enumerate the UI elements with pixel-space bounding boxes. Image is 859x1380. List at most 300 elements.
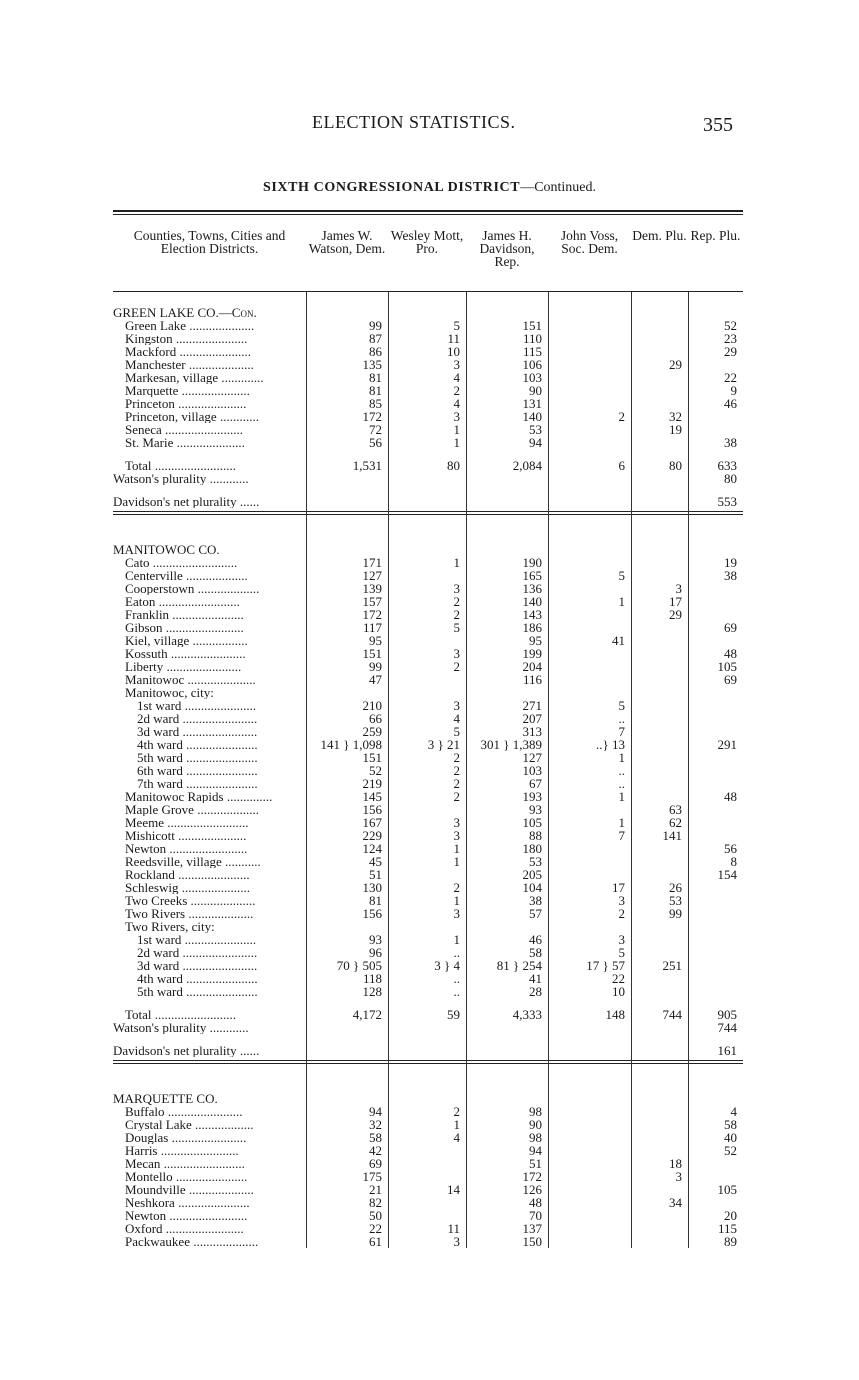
rep-plu-cell: 89	[724, 1235, 737, 1248]
davidson-cell: 207	[522, 712, 542, 725]
davidson-cell: 150	[522, 1235, 542, 1248]
place-cell: Cooperstown ...................	[125, 582, 260, 595]
voss-cell	[548, 647, 631, 660]
voss-cell	[548, 1144, 631, 1157]
place-cell: 5th ward ......................	[137, 751, 258, 764]
voss-cell: 5	[618, 946, 625, 959]
dem-plu-cell: 3	[675, 582, 682, 595]
mott-cell: 2	[453, 881, 460, 894]
voss-cell	[548, 345, 631, 358]
watson-cell: 151	[362, 647, 382, 660]
watson-cell: 93	[369, 933, 382, 946]
voss-cell: 1	[618, 751, 625, 764]
mott-cell: ..	[453, 946, 460, 959]
mott-cell: 11	[447, 1222, 460, 1235]
place-cell: 2d ward .......................	[137, 946, 258, 959]
rep-plu-cell	[688, 985, 743, 998]
table-row	[113, 608, 743, 621]
davidson-cell: 126	[522, 1183, 542, 1196]
rep-plu-cell: 22	[724, 371, 737, 384]
dem-plu-cell	[631, 1044, 688, 1057]
header-county: Counties, Towns, Cities and Election Districts.	[133, 228, 286, 256]
watson-cell: 42	[369, 1144, 382, 1157]
mott-cell: 1	[453, 1118, 460, 1131]
dem-plu-cell	[631, 686, 688, 699]
watson-cell: 172	[362, 608, 382, 621]
table-row	[113, 673, 743, 686]
mott-cell: 3	[453, 582, 460, 595]
rep-plu-cell	[688, 920, 743, 933]
total-row	[113, 1021, 743, 1034]
election-table	[113, 210, 743, 1248]
mott-cell: 5	[453, 621, 460, 634]
place-cell: Marquette .....................	[125, 384, 250, 397]
rep-plu-cell: 744	[717, 1021, 737, 1034]
mott-cell	[388, 920, 466, 933]
voss-cell: 2	[618, 907, 625, 920]
voss-cell	[548, 686, 631, 699]
watson-cell: 172	[362, 410, 382, 423]
rep-plu-cell	[688, 1157, 743, 1170]
davidson-cell: 140	[522, 595, 542, 608]
table-row	[113, 582, 743, 595]
watson-cell: 145	[362, 790, 382, 803]
running-title: ELECTION STATISTICS.	[312, 112, 516, 132]
place-cell: Eaton .........................	[125, 595, 240, 608]
davidson-cell: 38	[529, 894, 542, 907]
voss-cell	[548, 319, 631, 332]
watson-cell: 52	[369, 764, 382, 777]
davidson-cell: 95	[529, 634, 542, 647]
table-row	[113, 1196, 743, 1209]
watson-cell: 219	[362, 777, 382, 790]
rep-plu-cell	[688, 829, 743, 842]
watson-cell: 51	[369, 868, 382, 881]
dem-plu-cell	[631, 946, 688, 959]
header-dem-plu: Dem. Plu.	[632, 228, 687, 243]
watson-cell: 87	[369, 332, 382, 345]
davidson-cell: 98	[529, 1131, 542, 1144]
header-mott: Wesley Mott, Pro.	[390, 228, 464, 256]
voss-cell	[548, 423, 631, 436]
mott-cell: 5	[453, 319, 460, 332]
section-rule	[113, 511, 743, 515]
watson-cell: 56	[369, 436, 382, 449]
place-cell: 7th ward ......................	[137, 777, 258, 790]
davidson-cell: 46	[529, 933, 542, 946]
mott-cell: 1	[453, 556, 460, 569]
place-cell: Manitowoc .....................	[125, 673, 256, 686]
voss-cell	[548, 855, 631, 868]
place-cell: Buffalo .......................	[125, 1105, 243, 1118]
voss-cell: 17	[612, 881, 625, 894]
watson-cell: 21	[369, 1183, 382, 1196]
rep-plu-cell	[688, 595, 743, 608]
dem-plu-cell: 17	[669, 595, 682, 608]
davidson-cell: 94	[529, 436, 542, 449]
voss-cell	[548, 1196, 631, 1209]
rep-plu-cell	[688, 725, 743, 738]
dem-plu-cell	[631, 1144, 688, 1157]
voss-cell: 22	[612, 972, 625, 985]
voss-cell: 5	[618, 569, 625, 582]
table-row	[113, 371, 743, 384]
section-title	[113, 306, 743, 319]
table-row	[113, 634, 743, 647]
voss-cell: ..	[618, 712, 625, 725]
rep-plu-cell	[688, 686, 743, 699]
table-row	[113, 959, 743, 972]
dem-plu-cell: 32	[669, 410, 682, 423]
voss-cell	[548, 920, 631, 933]
caption-bold: SIXTH CONGRESSIONAL DISTRICT	[262, 180, 521, 195]
dem-plu-cell: 62	[669, 816, 682, 829]
caption-rest: —Continued.	[520, 180, 597, 195]
rep-plu-cell: 105	[717, 1183, 737, 1196]
mott-cell	[388, 1044, 466, 1057]
mott-cell: 59	[447, 1008, 460, 1021]
mott-cell: 3	[453, 699, 460, 712]
davidson-cell: 28	[529, 985, 542, 998]
table-row	[113, 712, 743, 725]
place-cell: Total .........................	[125, 1008, 237, 1021]
table-row	[113, 1235, 743, 1248]
table-row	[113, 881, 743, 894]
mott-cell: 4	[453, 397, 460, 410]
watson-cell: 72	[369, 423, 382, 436]
watson-cell: 45	[369, 855, 382, 868]
davidson-cell	[466, 472, 548, 485]
dem-plu-cell: 63	[669, 803, 682, 816]
place-cell: Watson's plurality ............	[113, 1021, 249, 1034]
rep-plu-cell: 553	[717, 495, 737, 508]
mott-cell: ..	[453, 985, 460, 998]
davidson-cell: 93	[529, 803, 542, 816]
voss-cell	[548, 397, 631, 410]
column-rule	[548, 292, 549, 1248]
mott-cell	[388, 634, 466, 647]
section-title	[113, 1092, 743, 1105]
rep-plu-cell: 291	[717, 738, 737, 751]
voss-cell: 2	[618, 410, 625, 423]
rep-plu-cell: 19	[724, 556, 737, 569]
place-cell: Packwaukee ....................	[125, 1235, 259, 1248]
watson-cell: 94	[369, 1105, 382, 1118]
place-cell: 6th ward ......................	[137, 764, 258, 777]
mott-cell	[388, 495, 466, 508]
mott-cell: 3	[453, 358, 460, 371]
davidson-cell: 172	[522, 1170, 542, 1183]
watson-cell: 124	[362, 842, 382, 855]
mott-cell: 1	[453, 842, 460, 855]
place-cell: Manitowoc, city:	[125, 686, 214, 699]
section-title	[113, 543, 743, 556]
rep-plu-cell: 905	[717, 1008, 737, 1021]
rep-plu-cell	[688, 423, 743, 436]
watson-cell: 259	[362, 725, 382, 738]
place-cell: Two Rivers ....................	[125, 907, 254, 920]
davidson-cell: 143	[522, 608, 542, 621]
rep-plu-cell	[688, 907, 743, 920]
dem-plu-cell	[631, 751, 688, 764]
rep-plu-cell	[688, 946, 743, 959]
voss-cell: 148	[605, 1008, 625, 1021]
watson-cell: 70 } 505	[336, 959, 382, 972]
dem-plu-cell	[631, 972, 688, 985]
mott-cell	[388, 1196, 466, 1209]
table-row	[113, 358, 743, 371]
dem-plu-cell	[631, 855, 688, 868]
place-cell: Douglas .......................	[125, 1131, 247, 1144]
rep-plu-cell	[688, 699, 743, 712]
rep-plu-cell	[688, 816, 743, 829]
mott-cell	[388, 1170, 466, 1183]
mott-cell	[388, 1021, 466, 1034]
table-row	[113, 725, 743, 738]
dem-plu-cell	[631, 660, 688, 673]
table-row	[113, 1222, 743, 1235]
watson-cell: 81	[369, 384, 382, 397]
davidson-cell	[466, 1044, 548, 1057]
dem-plu-cell	[631, 647, 688, 660]
table-row	[113, 410, 743, 423]
watson-cell: 81	[369, 371, 382, 384]
rep-plu-cell: 4	[730, 1105, 737, 1118]
dem-plu-cell	[631, 738, 688, 751]
davidson-cell: 70	[529, 1209, 542, 1222]
voss-cell	[548, 608, 631, 621]
dem-plu-cell	[631, 1118, 688, 1131]
davidson-cell: 53	[529, 423, 542, 436]
place-cell: Watson's plurality ............	[113, 472, 249, 485]
davidson-cell: 110	[522, 332, 542, 345]
column-rule	[306, 292, 307, 1248]
dem-plu-cell: 19	[669, 423, 682, 436]
table-row	[113, 332, 743, 345]
watson-cell: 171	[362, 556, 382, 569]
dem-plu-cell: 251	[662, 959, 682, 972]
table-row	[113, 803, 743, 816]
voss-cell	[548, 673, 631, 686]
rep-plu-cell: 40	[724, 1131, 737, 1144]
davidson-cell: 67	[529, 777, 542, 790]
watson-cell: 58	[369, 1131, 382, 1144]
voss-cell: 17 } 57	[586, 959, 625, 972]
dem-plu-cell	[631, 1209, 688, 1222]
watson-cell: 141 } 1,098	[320, 738, 382, 751]
table-row	[113, 397, 743, 410]
davidson-cell: 105	[522, 816, 542, 829]
rep-plu-cell: 8	[730, 855, 737, 868]
voss-cell: 10	[612, 985, 625, 998]
dem-plu-cell	[631, 332, 688, 345]
table-row	[113, 816, 743, 829]
dem-plu-cell	[631, 985, 688, 998]
voss-cell	[548, 1170, 631, 1183]
davidson-cell: 190	[522, 556, 542, 569]
table-row	[113, 423, 743, 436]
rep-plu-cell	[688, 358, 743, 371]
place-cell: Princeton .....................	[125, 397, 247, 410]
mott-cell: 2	[453, 777, 460, 790]
mott-cell: 2	[453, 595, 460, 608]
dem-plu-cell	[631, 777, 688, 790]
voss-cell: 6	[618, 459, 625, 472]
davidson-cell: 137	[522, 1222, 542, 1235]
voss-cell	[548, 436, 631, 449]
voss-cell	[548, 621, 631, 634]
table-row	[113, 920, 743, 933]
table-row	[113, 868, 743, 881]
mott-cell	[388, 686, 466, 699]
mott-cell: 14	[447, 1183, 460, 1196]
place-cell: Davidson's net plurality ......	[113, 495, 260, 508]
mott-cell: 1	[453, 423, 460, 436]
dem-plu-cell	[631, 1105, 688, 1118]
dem-plu-cell: 18	[669, 1157, 682, 1170]
mott-cell	[388, 1157, 466, 1170]
rep-plu-cell	[688, 972, 743, 985]
table-row	[113, 985, 743, 998]
voss-cell	[548, 1183, 631, 1196]
rep-plu-cell: 48	[724, 647, 737, 660]
mott-cell: 11	[447, 332, 460, 345]
watson-cell: 175	[362, 1170, 382, 1183]
davidson-cell: 104	[522, 881, 542, 894]
column-rule	[466, 292, 467, 1248]
total-row	[113, 1008, 743, 1021]
watson-cell: 135	[362, 358, 382, 371]
voss-cell: ..	[618, 764, 625, 777]
table-row	[113, 345, 743, 358]
davidson-cell: 103	[522, 371, 542, 384]
rep-plu-cell	[688, 712, 743, 725]
watson-cell: 157	[362, 595, 382, 608]
dem-plu-cell	[631, 920, 688, 933]
rep-plu-cell: 29	[724, 345, 737, 358]
mott-cell: 4	[453, 1131, 460, 1144]
place-cell: Montello ......................	[125, 1170, 248, 1183]
table-row	[113, 1170, 743, 1183]
table-row	[113, 855, 743, 868]
davidson-cell: 180	[522, 842, 542, 855]
dem-plu-cell: 744	[662, 1008, 682, 1021]
mott-cell	[388, 569, 466, 582]
watson-cell: 50	[369, 1209, 382, 1222]
net-plurality-row	[113, 495, 743, 508]
davidson-cell: 48	[529, 1196, 542, 1209]
dem-plu-cell	[631, 842, 688, 855]
header-rep-plu: Rep. Plu.	[690, 228, 741, 243]
davidson-cell: 136	[522, 582, 542, 595]
davidson-cell: 94	[529, 1144, 542, 1157]
table-row	[113, 647, 743, 660]
table-caption	[0, 180, 859, 196]
table-row	[113, 972, 743, 985]
mott-cell: 3	[453, 1235, 460, 1248]
rep-plu-cell	[688, 777, 743, 790]
voss-cell	[548, 1105, 631, 1118]
watson-cell: 47	[369, 673, 382, 686]
watson-cell: 117	[362, 621, 382, 634]
total-row	[113, 472, 743, 485]
place-cell: Markesan, village .............	[125, 371, 264, 384]
davidson-cell: 131	[522, 397, 542, 410]
dem-plu-cell: 34	[669, 1196, 682, 1209]
place-cell: Kingston ......................	[125, 332, 248, 345]
dem-plu-cell	[631, 712, 688, 725]
watson-cell: 167	[362, 816, 382, 829]
davidson-cell: 51	[529, 1157, 542, 1170]
place-cell: 1st ward ......................	[137, 933, 257, 946]
davidson-cell	[466, 920, 548, 933]
place-cell: Newton ........................	[125, 842, 248, 855]
mott-cell: 4	[453, 371, 460, 384]
davidson-cell: 103	[522, 764, 542, 777]
dem-plu-cell	[631, 384, 688, 397]
dem-plu-cell	[631, 764, 688, 777]
rep-plu-cell: 38	[724, 436, 737, 449]
dem-plu-cell	[631, 569, 688, 582]
watson-cell	[306, 472, 388, 485]
table-row	[113, 933, 743, 946]
watson-cell: 130	[362, 881, 382, 894]
table-row	[113, 1105, 743, 1118]
rep-plu-cell: 80	[724, 472, 737, 485]
voss-cell	[548, 1157, 631, 1170]
watson-cell	[306, 495, 388, 508]
rep-plu-cell	[688, 582, 743, 595]
mott-cell: 3	[453, 816, 460, 829]
voss-cell: 1	[618, 790, 625, 803]
dem-plu-cell: 53	[669, 894, 682, 907]
watson-cell	[306, 1044, 388, 1057]
total-row	[113, 459, 743, 472]
table-row	[113, 790, 743, 803]
voss-cell: ..	[618, 777, 625, 790]
mott-cell	[388, 673, 466, 686]
rep-plu-cell: 115	[717, 1222, 737, 1235]
table-row	[113, 569, 743, 582]
place-cell: Gibson ........................	[125, 621, 244, 634]
rep-plu-cell	[688, 751, 743, 764]
davidson-cell: 2,084	[512, 459, 542, 472]
rep-plu-cell	[688, 634, 743, 647]
davidson-cell: 4,333	[512, 1008, 542, 1021]
mott-cell: 2	[453, 384, 460, 397]
voss-cell: 1	[618, 595, 625, 608]
watson-cell: 4,172	[352, 1008, 382, 1021]
watson-cell: 151	[362, 751, 382, 764]
table-row	[113, 1157, 743, 1170]
rep-plu-cell	[688, 894, 743, 907]
mott-cell: 1	[453, 894, 460, 907]
dem-plu-cell	[631, 699, 688, 712]
dem-plu-cell	[631, 495, 688, 508]
rep-plu-cell: 105	[717, 660, 737, 673]
rep-plu-cell: 69	[724, 621, 737, 634]
mott-cell: 3	[453, 907, 460, 920]
mott-cell: 2	[453, 751, 460, 764]
mott-cell: 1	[453, 436, 460, 449]
table-row	[113, 1209, 743, 1222]
place-cell: St. Marie .....................	[125, 436, 245, 449]
rep-plu-cell: 20	[724, 1209, 737, 1222]
place-cell: 5th ward ......................	[137, 985, 258, 998]
place-cell: Liberty .......................	[125, 660, 242, 673]
table-body	[113, 292, 743, 1248]
davidson-cell: 204	[522, 660, 542, 673]
